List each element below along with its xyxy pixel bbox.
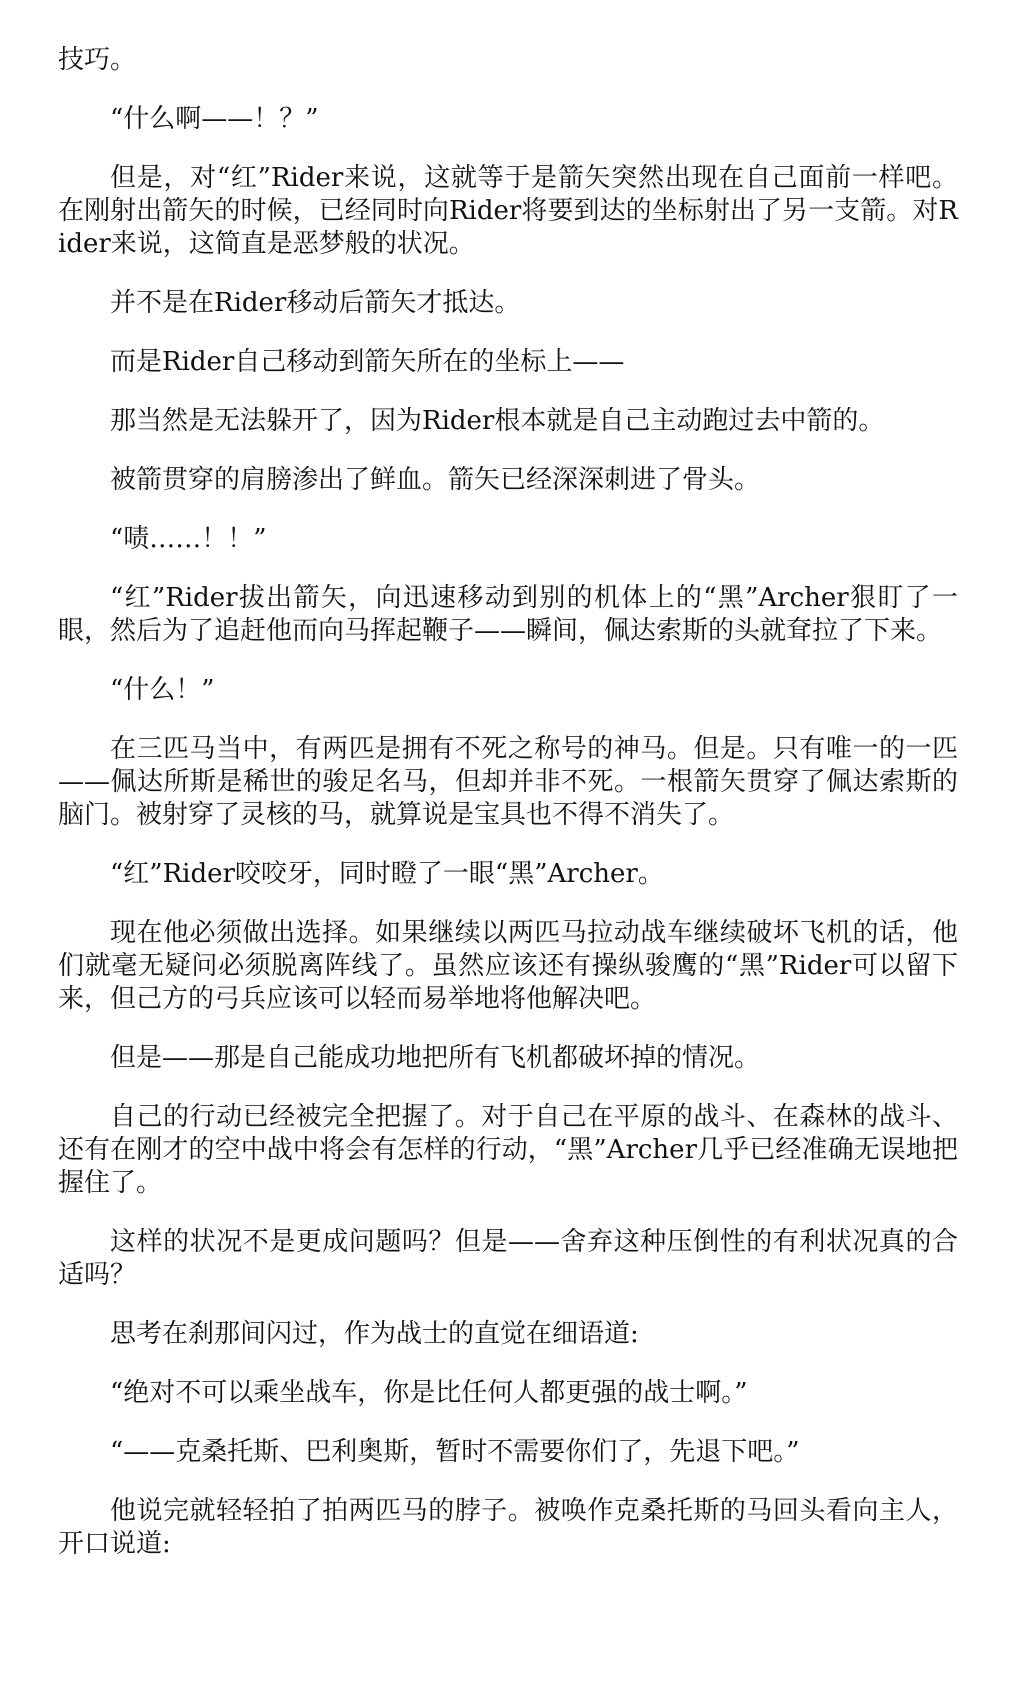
document-page bbox=[58, 44, 958, 1587]
paragraph: 技巧。 bbox=[58, 45, 137, 75]
paragraph: 这样的状况不是更成问题吗？但是——舍弃这种压倒性的有利状况真的合适吗？ bbox=[58, 1227, 958, 1290]
paragraph: “什么！” bbox=[110, 675, 215, 705]
paragraph: 思考在刹那间闪过，作为战士的直觉在细语道: bbox=[110, 1319, 639, 1349]
paragraph: 而是Rider自己移动到箭矢所在的坐标上—— bbox=[110, 347, 625, 377]
paragraph: “啧……！！” bbox=[110, 524, 267, 554]
paragraph: 在三匹马当中，有两匹是拥有不死之称号的神马。但是。只有唯一的一匹——佩达所斯是稀世的骏足名马，但却并非不死。一根箭矢贯穿了佩达索斯的脑门。被射穿了灵核的马，就算说是宝具也不得不消失了。 bbox=[58, 734, 958, 830]
paragraph: “红”Rider拔出箭矢，向迅速移动到别的机体上的“黑”Archer狠盯了一眼，然后为了追赶他而向马挥起鞭子——瞬间，佩达索斯的头就耷拉了下来。 bbox=[58, 583, 958, 646]
paragraph: “什么啊——！？” bbox=[110, 104, 319, 134]
paragraph: 自己的行动已经被完全把握了。对于自己在平原的战斗、在森林的战斗、还有在刚才的空中战中将会有怎样的行动，“黑”Archer几乎已经准确无误地把握住了。 bbox=[58, 1102, 958, 1198]
paragraph: 并不是在Rider移动后箭矢才抵达。 bbox=[110, 288, 521, 318]
paragraph: 但是，对“红”Rider来说，这就等于是箭矢突然出现在自己面前一样吧。在刚射出箭矢的时候，已经同时向Rider将要到达的坐标射出了另一支箭。对Rider来说，这简直是恶梦般的状况。 bbox=[58, 163, 958, 259]
paragraph: “红”Rider咬咬牙，同时瞪了一眼“黑”Archer。 bbox=[110, 859, 664, 889]
paragraph: 被箭贯穿的肩膀渗出了鲜血。箭矢已经深深刺进了骨头。 bbox=[110, 465, 761, 495]
paragraph: “——克桑托斯、巴利奥斯，暂时不需要你们了，先退下吧。” bbox=[110, 1437, 800, 1467]
paragraph: “绝对不可以乘坐战车，你是比任何人都更强的战士啊。” bbox=[110, 1378, 748, 1408]
paragraph: 现在他必须做出选择。如果继续以两匹马拉动战车继续破坏飞机的话，他们就毫无疑问必须脱离阵线了。虽然应该还有操纵骏鹰的“黑”Rider可以留下来，但己方的弓兵应该可以轻而易举地将他解决吧。 bbox=[58, 918, 958, 1014]
paragraph: 但是——那是自己能成功地把所有飞机都破坏掉的情况。 bbox=[110, 1043, 761, 1073]
paragraph: 他说完就轻轻拍了拍两匹马的脖子。被唤作克桑托斯的马回头看向主人，开口说道: bbox=[58, 1496, 958, 1559]
paragraph: 那当然是无法躲开了，因为Rider根本就是自己主动跑过去中箭的。 bbox=[110, 406, 885, 436]
